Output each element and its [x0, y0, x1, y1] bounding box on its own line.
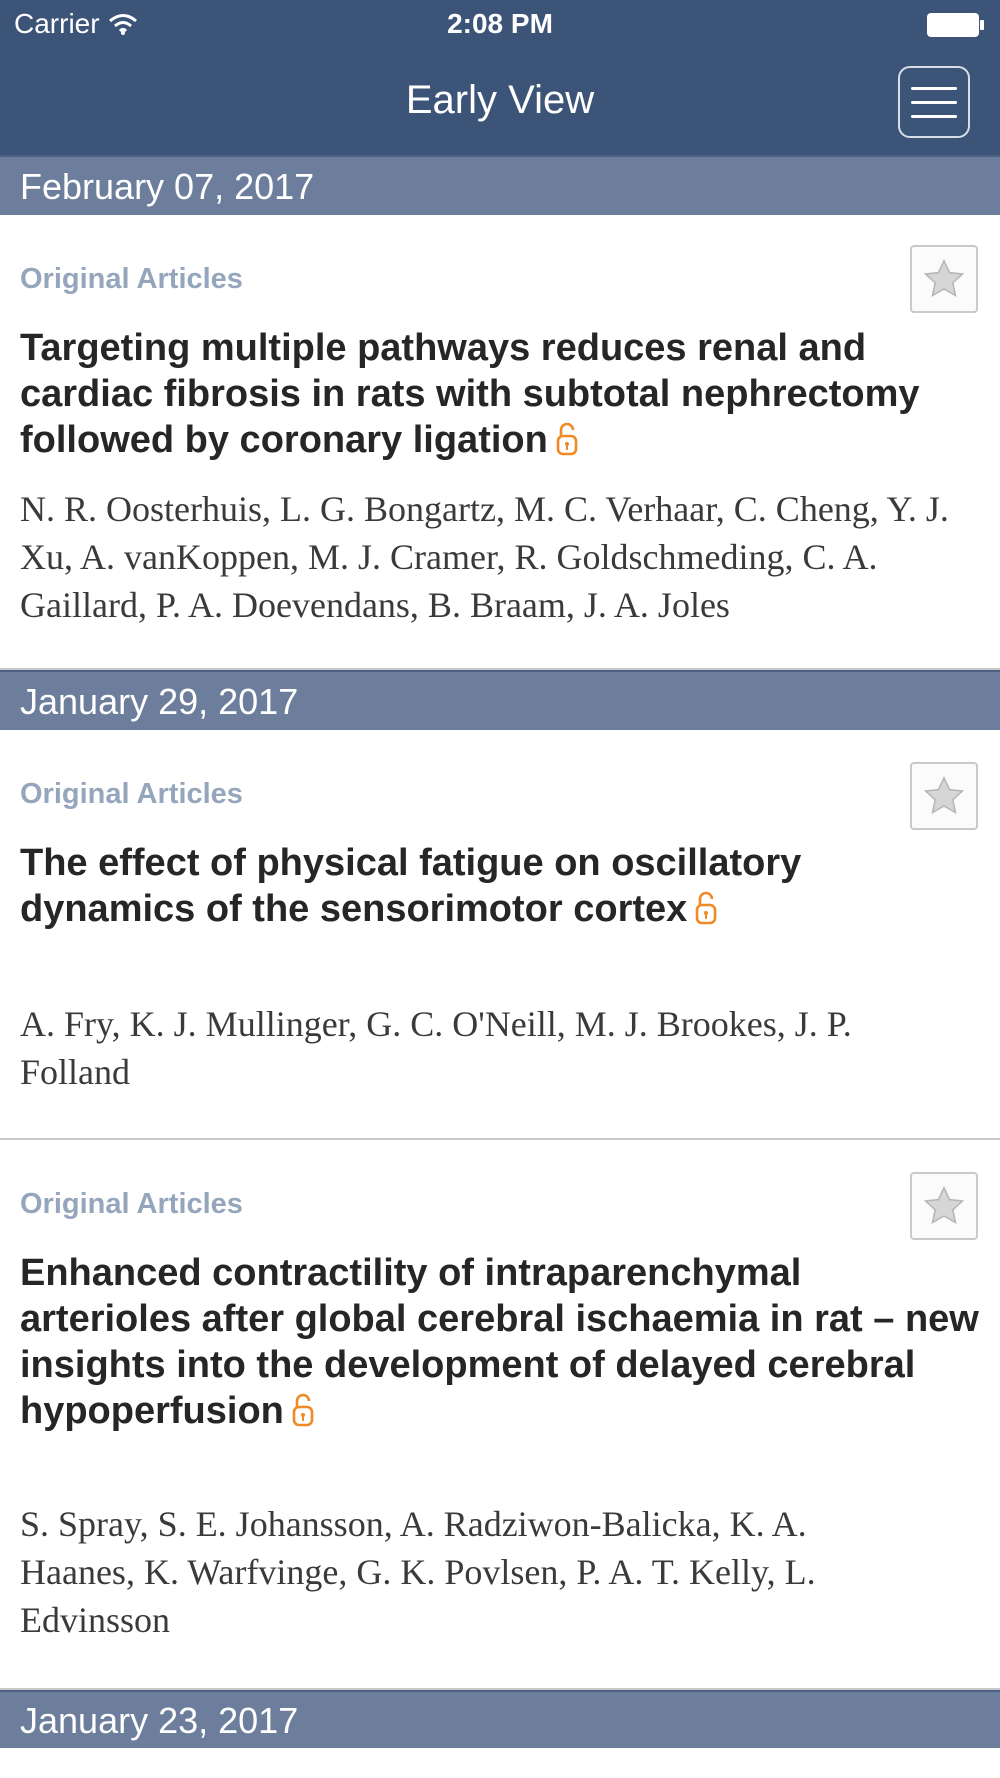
article-section: Original Articles: [20, 263, 243, 295]
article-title-text[interactable]: Targeting multiple pathways reduces renal and cardiac fibrosis in rats with subtotal nephrectomy followed by coronary ligation: [20, 327, 920, 461]
date-header: January 29, 2017: [0, 670, 1000, 730]
article-section: Original Articles: [20, 778, 243, 810]
star-icon: [921, 1183, 967, 1229]
article-authors: S. Spray, S. E. Johansson, A. Radziwon-Balicka, K. A. Haanes, K. Warfvinge, G. K. Povlsen, P. A. T. Kelly, L. Edvinsson: [20, 1504, 816, 1640]
hamburger-menu-icon-line: [911, 101, 957, 104]
article-title[interactable]: [20, 840, 900, 932]
article-authors: A. Fry, K. J. Mullinger, G. C. O'Neill, M. J. Brookes, J. P. Folland: [20, 1004, 852, 1092]
open-lock-icon: [556, 422, 578, 456]
star-icon: [921, 256, 967, 302]
article-title-text[interactable]: Enhanced contractility of intraparenchymal arterioles after global cerebral ischaemia in rat – new insights into the development of delayed cerebral hypoperfusion: [20, 1252, 979, 1432]
date-header: February 07, 2017: [0, 155, 1000, 215]
page-title: Early View: [405, 78, 595, 122]
article-item[interactable]: [0, 730, 1000, 1140]
favorite-button[interactable]: [910, 245, 978, 313]
article-item[interactable]: [0, 215, 1000, 670]
status-time: 2:08 PM: [447, 8, 553, 39]
star-icon: [921, 773, 967, 819]
favorite-button[interactable]: [910, 1172, 978, 1240]
navigation-bar: [0, 0, 1000, 155]
carrier-label: Carrier: [14, 8, 100, 39]
favorite-button[interactable]: [910, 762, 978, 830]
hamburger-menu-icon-line: [911, 115, 957, 118]
open-lock-icon: [292, 1393, 314, 1427]
battery-icon: [926, 12, 986, 38]
menu-button[interactable]: [898, 66, 970, 138]
article-title-text[interactable]: The effect of physical fatigue on oscillatory dynamics of the sensorimotor cortex: [20, 842, 802, 930]
article-title[interactable]: [20, 1250, 980, 1434]
article-title[interactable]: [20, 325, 980, 463]
article-authors: N. R. Oosterhuis, L. G. Bongartz, M. C. Verhaar, C. Cheng, Y. J. Xu, A. vanKoppen, M. J. Cramer, R. Goldschmeding, C. A. Gaillard, P. A. Doevendans, B. Braam, J. A. Joles: [20, 489, 949, 625]
date-header: January 23, 2017: [0, 1690, 1000, 1748]
article-section: Original Articles: [20, 1188, 243, 1220]
open-lock-icon: [695, 891, 717, 925]
hamburger-menu-icon: [911, 87, 957, 90]
article-item[interactable]: [0, 1140, 1000, 1690]
